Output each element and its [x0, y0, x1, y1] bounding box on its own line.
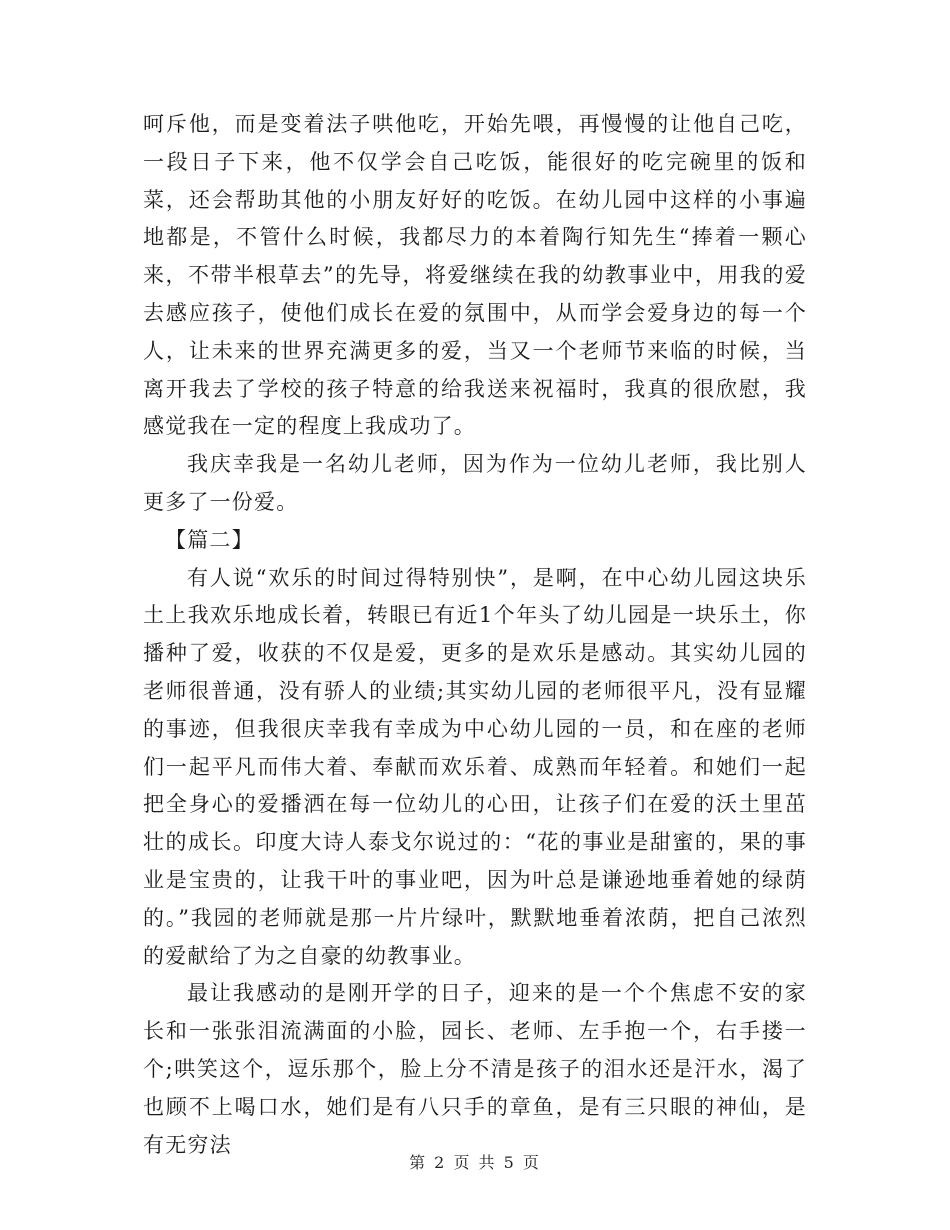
paragraph-3: 有人说“欢乐的时间过得特别快”，是啊，在中心幼儿园这块乐土上我欢乐地成长着，转眼已有近1个年头了幼儿园是一块乐土，你播种了爱，收获的不仅是爱，更多的是欢乐是感动。其实幼儿园的老师很普通，没有骄人的业绩;其实幼儿园的老师很平凡，没有显耀的事迹，但我很庆幸我有幸成为中心幼儿园的一员，和在座的老师们一起平凡而伟大着、奉献而欢乐着、成熟而年轻着。和她们一起把全身心的爱播洒在每一位幼儿的心田，让孩子们在爱的沃土里茁壮的成长。印度大诗人泰戈尔说过的：“花的事业是甜蜜的，果的事业是宝贵的，让我干叶的事业吧，因为叶总是谦逊地垂着她的绿荫的。”我园的老师就是那一片片绿叶，默默地垂着浓荫，把自己浓烈的爱献给了为之自豪的幼教事业。 — [143, 565, 807, 968]
paragraph-2: 我庆幸我是一名幼儿老师，因为作为一位幼儿老师，我比别人更多了一份爱。 — [143, 452, 807, 514]
paragraph-4: 最让我感动的是刚开学的日子，迎来的是一个个焦虑不安的家长和一张张泪流满面的小脸，园长、老师、左手抱一个，右手搂一个;哄笑这个，逗乐那个，脸上分不清是孩子的泪水还是汗水，渴了也顾不上喝口水，她们是有八只手的章鱼，是有三只眼的神仙，是有无穷法 — [143, 981, 807, 1157]
page-number-footer: 第 2 页 共 5 页 — [409, 1153, 541, 1172]
section-heading: 【篇二】 — [165, 527, 254, 552]
document-body — [143, 106, 807, 1164]
paragraph-1: 呵斥他，而是变着法子哄他吃，开始先喂，再慢慢的让他自己吃，一段日子下来，他不仅学会自己吃饭，能很好的吃完碗里的饭和菜，还会帮助其他的小朋友好好的吃饭。在幼儿园中这样的小事遍地都是，不管什么时候，我都尽力的本着陶行知先生“捧着一颗心来，不带半根草去”的先导，将爱继续在我的幼教事业中，用我的爱去感应孩子，使他们成长在爱的氛围中，从而学会爱身边的每一个人，让未来的世界充满更多的爱，当又一个老师节来临的时候，当离开我去了学校的孩子特意的给我送来祝福时，我真的很欣慰，我感觉我在一定的程度上我成功了。 — [143, 112, 807, 439]
